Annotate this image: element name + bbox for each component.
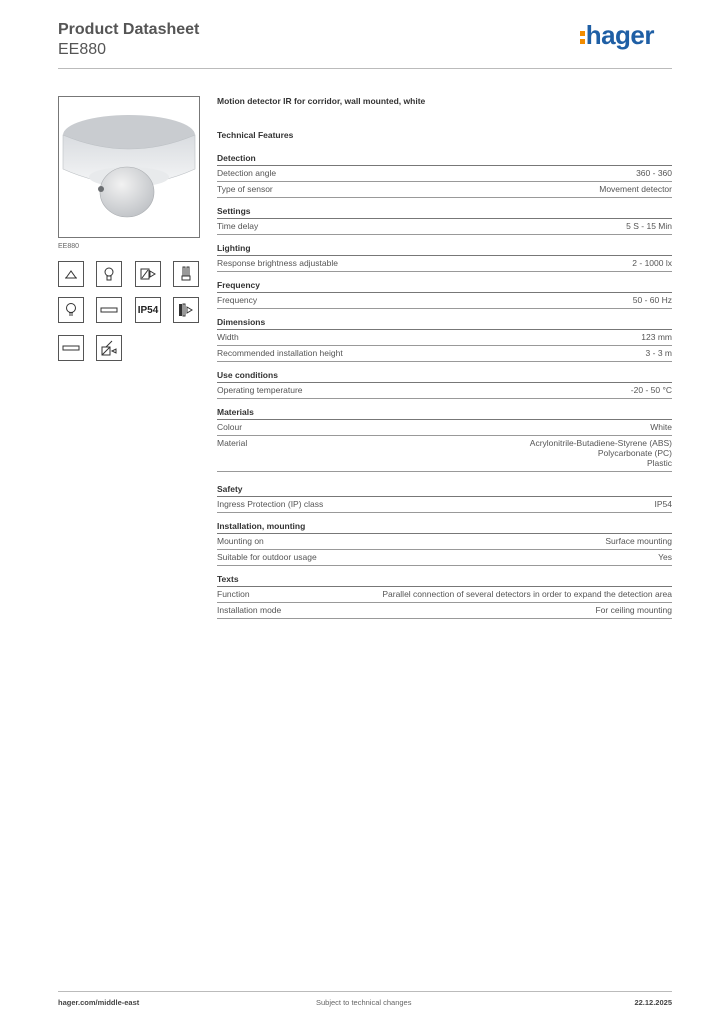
wiring-diagram-icon <box>96 335 122 361</box>
footer-disclaimer: Subject to technical changes <box>316 998 412 1007</box>
features-heading: Technical Features <box>217 130 294 140</box>
spec-row <box>217 182 672 198</box>
spec-label: Time delay <box>217 221 259 231</box>
spec-value: Movement detector <box>599 184 672 194</box>
linear-lamp-icon <box>58 335 84 361</box>
electronic-ballast-icon <box>173 297 199 323</box>
spec-value: -20 - 50 °C <box>630 385 672 395</box>
spec-label: Suitable for outdoor usage <box>217 552 317 562</box>
footer-divider <box>58 991 672 992</box>
section-title: Installation, mounting <box>217 521 672 534</box>
section-title: Settings <box>217 206 672 219</box>
product-code: EE880 <box>58 41 107 58</box>
spec-label: Installation mode <box>217 605 282 615</box>
section-title: Frequency <box>217 280 672 293</box>
spec-label: Function <box>217 589 250 599</box>
spec-row <box>217 420 672 436</box>
spec-value: Parallel connection of several detectors in order to expand the detection area <box>382 589 672 599</box>
spec-value: 2 - 1000 lx <box>632 258 672 268</box>
spec-label: Width <box>217 332 239 342</box>
spec-value: 360 - 360 <box>636 168 672 178</box>
page-title: Product Datasheet <box>58 21 200 38</box>
material-value: Plastic <box>646 458 672 468</box>
section-detection <box>217 153 672 198</box>
spec-row <box>217 166 672 182</box>
section-title: Dimensions <box>217 317 672 330</box>
section-title: Lighting <box>217 243 672 256</box>
section-materials <box>217 407 672 472</box>
spec-row <box>217 346 672 362</box>
header-divider <box>58 68 672 69</box>
spec-label: Frequency <box>217 295 258 305</box>
spec-label: Material <box>217 438 248 448</box>
spec-value: 123 mm <box>641 332 672 342</box>
section-settings <box>217 206 672 235</box>
spec-row <box>217 219 672 235</box>
spec-label: Operating temperature <box>217 385 303 395</box>
product-image <box>58 96 200 238</box>
ip-rating-icon <box>135 297 161 323</box>
spec-label: Type of sensor <box>217 184 273 194</box>
spec-row <box>217 534 672 550</box>
spec-value <box>347 438 672 468</box>
spec-row <box>217 603 672 619</box>
spec-label: Response brightness adjustable <box>217 258 338 268</box>
spec-row <box>217 550 672 566</box>
product-description: Motion detector IR for corridor, wall mounted, white <box>217 96 426 106</box>
spec-value: For ceiling mounting <box>595 605 672 615</box>
spec-row <box>217 256 672 272</box>
section-title: Safety <box>217 484 672 497</box>
spec-value: Yes <box>658 552 672 562</box>
spec-value: 5 S - 15 Min <box>626 221 672 231</box>
section-title: Use conditions <box>217 370 672 383</box>
material-value: Polycarbonate (PC) <box>597 448 672 458</box>
spec-value: IP54 <box>654 499 672 509</box>
ip-rating-label: IP54 <box>137 304 159 316</box>
section-safety <box>217 484 672 513</box>
spec-row <box>217 587 672 603</box>
bulb-icon <box>58 297 84 323</box>
section-dimensions <box>217 317 672 362</box>
spec-label: Detection angle <box>217 168 277 178</box>
section-use-conditions <box>217 370 672 399</box>
hager-logo <box>580 20 654 51</box>
incandescent-lamp-icon <box>96 261 122 287</box>
spec-value: 3 - 3 m <box>645 348 672 358</box>
footer-website-link[interactable]: hager.com/middle-east <box>58 998 140 1007</box>
spec-row <box>217 436 672 472</box>
section-installation <box>217 521 672 566</box>
spec-row <box>217 330 672 346</box>
fluorescent-lamp-icon <box>173 261 199 287</box>
spec-row <box>217 497 672 513</box>
section-frequency <box>217 280 672 309</box>
section-title: Detection <box>217 153 672 166</box>
halogen-transformer-icon <box>135 261 161 287</box>
logo-text: hager <box>585 20 654 50</box>
section-title: Texts <box>217 574 672 587</box>
section-lighting <box>217 243 672 272</box>
ceiling-mount-icon <box>58 261 84 287</box>
footer-date: 22.12.2025 <box>634 998 672 1007</box>
section-texts <box>217 574 672 619</box>
image-caption: EE880 <box>58 243 80 250</box>
tube-lamp-icon <box>96 297 122 323</box>
section-title: Materials <box>217 407 672 420</box>
spec-label: Ingress Protection (IP) class <box>217 499 324 509</box>
spec-row <box>217 293 672 309</box>
product-details <box>217 96 672 627</box>
spec-row <box>217 383 672 399</box>
spec-value: Surface mounting <box>605 536 672 546</box>
spec-label: Colour <box>217 422 243 432</box>
spec-value: 50 - 60 Hz <box>632 295 672 305</box>
spec-value: White <box>650 422 672 432</box>
spec-label: Mounting on <box>217 536 264 546</box>
material-value: Acrylonitrile-Butadiene-Styrene (ABS) <box>529 438 672 448</box>
spec-label: Recommended installation height <box>217 348 343 358</box>
page-header <box>58 20 672 70</box>
